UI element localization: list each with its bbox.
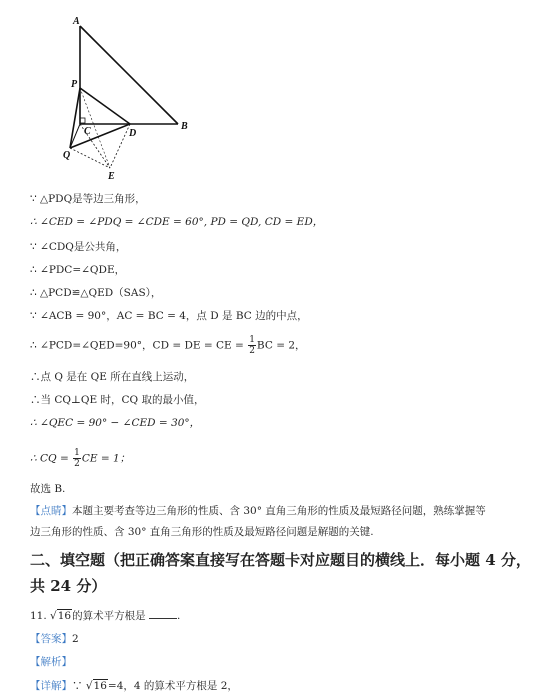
label-C: C — [84, 126, 91, 137]
solution-line-7-tail: BC = 2， — [256, 339, 306, 352]
label-D: D — [129, 128, 137, 139]
section-heading-line-2: 共 24 分） — [30, 577, 107, 595]
question-11 — [30, 608, 180, 623]
answer-line — [30, 632, 79, 646]
label-Q: Q — [63, 150, 71, 161]
detail-sqrt-symbol: √ — [85, 680, 93, 692]
solution-line-3: ∵ ∠CDQ是公共角， — [30, 241, 127, 253]
comment-text-1: 本题主要考查等边三角形的性质、含 30° 直角三角形的性质及最短路径问题，熟练掌握等 — [72, 505, 486, 517]
solution-line-10: ∴ ∠QEC = 90° − ∠CED = 30°， — [30, 417, 201, 429]
segment-PD — [80, 88, 130, 124]
detail-tag: 【详解】 — [30, 680, 72, 692]
conclusion-line: 故选 B. — [30, 483, 66, 495]
solution-line-1: ∵ △PDQ是等边三角形， — [30, 193, 146, 205]
segment-PQ — [70, 88, 80, 148]
solution-line-11-text: ∴ CQ = — [30, 452, 73, 465]
fraction-denominator: 2 — [249, 346, 255, 356]
solution-line-6: ∵ ∠ACB = 90°，AC = BC = 4，点 D 是 BC 边的中点， — [30, 310, 308, 322]
solution-line-7 — [30, 335, 306, 356]
detail-because: ∵ — [72, 680, 83, 692]
solution-line-2: ∴ ∠CED = ∠PDQ = ∠CDE = 60°, PD = QD, CD = ED， — [30, 216, 324, 228]
fraction-numerator: 1 — [249, 335, 255, 345]
label-E: E — [108, 171, 115, 182]
sqrt-symbol: √ — [50, 610, 57, 622]
detail-sqrt-radicand: 16 — [93, 680, 107, 692]
geometry-figure — [60, 12, 210, 182]
fraction-half — [248, 335, 256, 356]
fraction-half-2 — [73, 448, 81, 469]
detail-text: =4，4 的算术平方根是 2， — [107, 680, 238, 692]
solution-line-11 — [30, 448, 130, 469]
label-A: A — [73, 16, 80, 27]
answer-tag: 【答案】 — [30, 633, 72, 645]
solution-line-11-tail: CE = 1； — [81, 452, 131, 465]
solution-line-5: ∴ △PCD≌△QED（SAS）， — [30, 287, 162, 299]
answer-value: 2 — [72, 633, 79, 645]
sqrt-radicand: 16 — [57, 610, 72, 622]
label-P: P — [71, 79, 78, 90]
detail-line — [30, 679, 238, 693]
segment-AB — [80, 26, 178, 124]
comment-tag: 【点睛】 — [30, 505, 72, 517]
solution-line-7-text: ∴ ∠PCD=∠QED=90°，CD = DE = CE = — [30, 339, 248, 352]
fraction-numerator-2: 1 — [74, 448, 80, 458]
analysis-line — [30, 655, 72, 669]
comment-line-1 — [30, 504, 486, 518]
analysis-tag: 【解析】 — [30, 656, 72, 668]
question-number: 11. — [30, 610, 47, 622]
question-end: . — [176, 610, 181, 622]
solution-line-4: ∴ ∠PDC=∠QDE， — [30, 264, 126, 276]
label-B: B — [181, 121, 188, 132]
segment-QE — [70, 148, 110, 168]
solution-line-8: ∴点 Q 是在 QE 所在直线上运动， — [30, 371, 195, 383]
fraction-denominator-2: 2 — [74, 459, 80, 469]
comment-line-2: 边三角形的性质、含 30° 直角三角形的性质及最短路径问题是解题的关键. — [30, 526, 374, 538]
section-heading-line-1: 二、填空题（把正确答案直接写在答题卡对应题目的横线上．每小题 4 分， — [30, 551, 531, 569]
question-text: 的算术平方根是 — [72, 610, 146, 622]
answer-blank — [149, 608, 177, 619]
solution-line-9: ∴当 CQ⊥QE 时，CQ 取的最小值， — [30, 394, 205, 406]
